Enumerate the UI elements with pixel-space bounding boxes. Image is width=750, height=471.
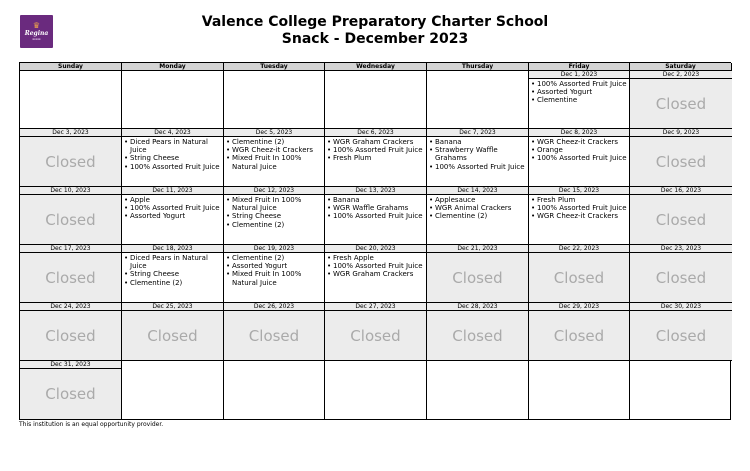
crown-icon: ♛ <box>32 21 41 30</box>
snack-item: • 100% Assorted Fruit Juice <box>327 212 424 220</box>
calendar-cell <box>630 71 732 129</box>
cell-date: Dec 18, 2023 <box>122 245 223 253</box>
cell-date: Dec 28, 2023 <box>427 303 528 311</box>
snack-list <box>325 137 426 163</box>
day-header-saturday: Saturday <box>630 63 732 71</box>
calendar-cell <box>325 245 427 303</box>
day-header-monday: Monday <box>122 63 224 71</box>
snack-item: • 100% Assorted Fruit Juice <box>531 154 627 162</box>
calendar-cell <box>224 361 325 419</box>
calendar-cell <box>20 303 122 361</box>
snack-item: • Banana <box>429 138 526 146</box>
snack-item: • Strawberry Waffle Grahams <box>429 146 526 162</box>
closed-label: Closed <box>45 210 96 229</box>
cell-date: Dec 26, 2023 <box>224 303 324 311</box>
closed-label: Closed <box>553 326 605 345</box>
snack-item: • Assorted Yogurt <box>226 262 322 270</box>
calendar-cell <box>325 361 427 419</box>
snack-item: • 100% Assorted Fruit Juice <box>531 204 627 212</box>
snack-item: • WGR Cheez-it Crackers <box>531 212 627 220</box>
cell-date: Dec 5, 2023 <box>224 129 324 137</box>
calendar-cell <box>630 187 732 245</box>
closed-label: Closed <box>147 326 198 345</box>
calendar-cell <box>630 361 732 419</box>
school-name: Valence College Preparatory Charter School <box>201 14 549 30</box>
snack-list <box>224 253 324 287</box>
snack-item: • Clementine <box>531 96 627 104</box>
cell-date: Dec 7, 2023 <box>427 129 528 137</box>
cell-date: Dec 14, 2023 <box>427 187 528 195</box>
closed-label: Closed <box>655 326 707 345</box>
calendar-cell <box>630 129 732 187</box>
snack-calendar <box>19 62 731 420</box>
snack-item: • Clementine (2) <box>226 254 322 262</box>
closed-label: Closed <box>45 268 96 287</box>
snack-item: • Fresh Plum <box>327 154 424 162</box>
snack-item: • Diced Pears in Natural Juice <box>124 254 221 270</box>
cell-date: Dec 19, 2023 <box>224 245 324 253</box>
cell-date: Dec 31, 2023 <box>20 361 121 369</box>
calendar-cell <box>122 129 224 187</box>
cell-date: Dec 10, 2023 <box>20 187 121 195</box>
closed-label: Closed <box>655 268 707 287</box>
cell-date: Dec 8, 2023 <box>529 129 629 137</box>
snack-item: • String Cheese <box>124 270 221 278</box>
snack-item: • Banana <box>327 196 424 204</box>
day-header-sunday: Sunday <box>20 63 122 71</box>
calendar-cell <box>224 129 325 187</box>
calendar-cell <box>325 129 427 187</box>
snack-item: • Clementine (2) <box>226 138 322 146</box>
snack-item: • Clementine (2) <box>226 221 322 229</box>
snack-item: • Assorted Yogurt <box>531 88 627 96</box>
calendar-cell <box>427 187 529 245</box>
calendar-cell <box>122 361 224 419</box>
calendar-cell <box>630 245 732 303</box>
calendar-cell <box>427 129 529 187</box>
cell-date: Dec 9, 2023 <box>630 129 732 137</box>
cell-date: Dec 4, 2023 <box>122 129 223 137</box>
closed-label: Closed <box>45 385 96 403</box>
logo-text: Regina <box>24 30 49 37</box>
cell-date: Dec 12, 2023 <box>224 187 324 195</box>
cell-date: Dec 27, 2023 <box>325 303 426 311</box>
snack-item: • Fresh Apple <box>327 254 424 262</box>
day-header-friday: Friday <box>529 63 630 71</box>
cell-date: Dec 21, 2023 <box>427 245 528 253</box>
snack-item: • WGR Animal Crackers <box>429 204 526 212</box>
snack-item: • Apple <box>124 196 221 204</box>
calendar-cell <box>529 129 630 187</box>
calendar-cell <box>20 129 122 187</box>
cell-date: Dec 24, 2023 <box>20 303 121 311</box>
cell-date: Dec 1, 2023 <box>529 71 629 79</box>
snack-list <box>325 253 426 279</box>
calendar-cell <box>529 187 630 245</box>
snack-item: • Orange <box>531 146 627 154</box>
snack-item: • 100% Assorted Fruit Juice <box>327 146 424 154</box>
calendar-cell <box>122 245 224 303</box>
calendar-cell <box>20 187 122 245</box>
cell-date: Dec 17, 2023 <box>20 245 121 253</box>
closed-label: Closed <box>655 94 707 113</box>
closed-label: Closed <box>655 152 707 171</box>
cell-date: Dec 29, 2023 <box>529 303 629 311</box>
cell-date: Dec 25, 2023 <box>122 303 223 311</box>
snack-item: • WGR Graham Crackers <box>327 138 424 146</box>
cell-date: Dec 30, 2023 <box>630 303 732 311</box>
snack-item: • Clementine (2) <box>429 212 526 220</box>
calendar-cell <box>325 303 427 361</box>
closed-label: Closed <box>553 268 605 287</box>
snack-list <box>224 137 324 171</box>
calendar-cell <box>122 187 224 245</box>
calendar-cell <box>630 303 732 361</box>
snack-list <box>122 137 223 171</box>
calendar-cell <box>20 245 122 303</box>
calendar-cell <box>122 303 224 361</box>
cell-date: Dec 13, 2023 <box>325 187 426 195</box>
snack-item: • WGR Waffle Grahams <box>327 204 424 212</box>
calendar-cell <box>529 245 630 303</box>
menu-subtitle: Snack - December 2023 <box>281 31 469 47</box>
cell-date: Dec 2, 2023 <box>630 71 732 79</box>
logo-underline: ▬▬▬ <box>32 37 41 41</box>
cell-date: Dec 20, 2023 <box>325 245 426 253</box>
calendar-cell <box>427 303 529 361</box>
snack-item: • 100% Assorted Fruit Juice <box>531 80 627 88</box>
cell-date: Dec 15, 2023 <box>529 187 629 195</box>
calendar-cell <box>427 361 529 419</box>
snack-item: • String Cheese <box>124 154 221 162</box>
snack-item: • 100% Assorted Fruit Juice <box>124 204 221 212</box>
calendar-cell <box>529 303 630 361</box>
calendar-cell <box>325 187 427 245</box>
calendar-cell <box>122 71 224 129</box>
snack-item: • WGR Cheez-it Crackers <box>531 138 627 146</box>
calendar-cell <box>20 71 122 129</box>
snack-list <box>427 195 528 221</box>
cell-date: Dec 16, 2023 <box>630 187 732 195</box>
calendar-cell <box>224 187 325 245</box>
snack-item: • Mixed Fruit In 100% Natural Juice <box>226 154 322 170</box>
title-block <box>0 14 750 47</box>
footer-note: This institution is an equal opportunity provider. <box>19 421 164 428</box>
snack-item: • Mixed Fruit In 100% Natural Juice <box>226 270 322 286</box>
calendar-cell <box>529 71 630 129</box>
closed-label: Closed <box>350 326 401 345</box>
cell-date: Dec 3, 2023 <box>20 129 121 137</box>
calendar-cell <box>20 361 122 419</box>
snack-list <box>529 195 629 221</box>
closed-label: Closed <box>45 152 96 171</box>
cell-date: Dec 22, 2023 <box>529 245 629 253</box>
snack-list <box>427 137 528 171</box>
closed-label: Closed <box>248 326 300 345</box>
day-header-wednesday: Wednesday <box>325 63 427 71</box>
snack-list <box>122 253 223 287</box>
snack-list <box>224 195 324 229</box>
snack-item: • Mixed Fruit In 100% Natural Juice <box>226 196 322 212</box>
snack-item: • WGR Cheez-it Crackers <box>226 146 322 154</box>
calendar-cell <box>529 361 630 419</box>
closed-label: Closed <box>655 210 707 229</box>
snack-item: • Fresh Plum <box>531 196 627 204</box>
snack-list <box>122 195 223 221</box>
calendar-cell <box>325 71 427 129</box>
snack-item: • Applesauce <box>429 196 526 204</box>
day-header-thursday: Thursday <box>427 63 529 71</box>
snack-item: • String Cheese <box>226 212 322 220</box>
calendar-cell <box>224 71 325 129</box>
snack-item: • 100% Assorted Fruit Juice <box>429 163 526 171</box>
snack-list <box>529 137 629 163</box>
closed-label: Closed <box>452 326 503 345</box>
cell-date: Dec 11, 2023 <box>122 187 223 195</box>
calendar-cell <box>427 245 529 303</box>
snack-item: • Clementine (2) <box>124 279 221 287</box>
cell-date: Dec 6, 2023 <box>325 129 426 137</box>
snack-item: • Diced Pears in Natural Juice <box>124 138 221 154</box>
cell-date: Dec 23, 2023 <box>630 245 732 253</box>
snack-item: • 100% Assorted Fruit Juice <box>327 262 424 270</box>
snack-list <box>529 79 629 105</box>
snack-item: • WGR Graham Crackers <box>327 270 424 278</box>
day-header-tuesday: Tuesday <box>224 63 325 71</box>
calendar-cell <box>427 71 529 129</box>
snack-item: • Assorted Yogurt <box>124 212 221 220</box>
closed-label: Closed <box>45 326 96 345</box>
closed-label: Closed <box>452 268 503 287</box>
calendar-cell <box>224 303 325 361</box>
snack-list <box>325 195 426 221</box>
snack-item: • 100% Assorted Fruit Juice <box>124 163 221 171</box>
calendar-cell <box>224 245 325 303</box>
